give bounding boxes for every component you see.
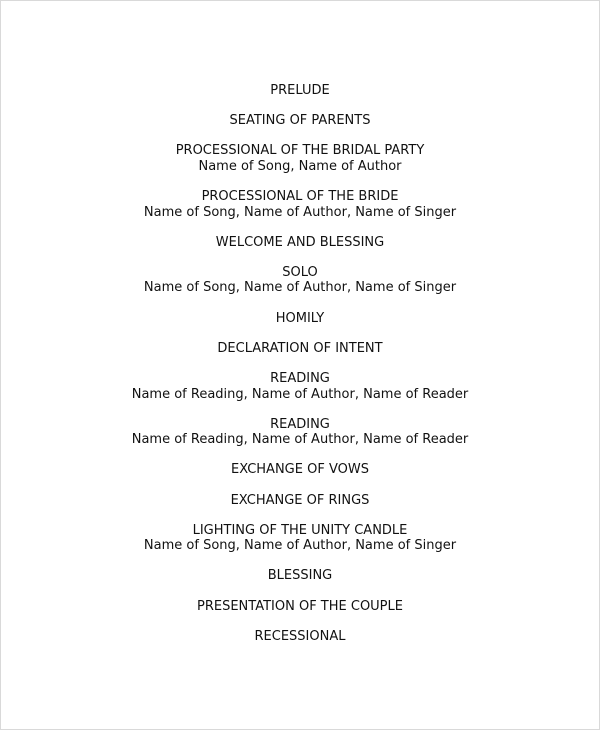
program-item-detail: Name of Reading, Name of Author, Name of Reader (131, 432, 469, 448)
program-item-title: PRESENTATION OF THE COUPLE (197, 598, 403, 614)
program-item-detail: Name of Song, Name of Author (198, 158, 402, 174)
program-item-detail: Name of Reading, Name of Author, Name of Reader (131, 386, 469, 402)
program-item-welcome-and-blessing (1, 235, 599, 251)
program-item-processional-bride (1, 189, 599, 220)
program-item-title: EXCHANGE OF VOWS (231, 462, 369, 478)
program-item-solo (1, 265, 599, 296)
program-item-title: PROCESSIONAL OF THE BRIDAL PARTY (175, 143, 425, 159)
program-item-reading-2 (1, 417, 599, 448)
program-item-title: BLESSING (267, 568, 333, 584)
program-item-detail: Name of Song, Name of Author, Name of Singer (143, 538, 457, 554)
program-item-recessional (1, 629, 599, 645)
program-item-homily (1, 311, 599, 327)
program-item-title: READING (270, 371, 330, 386)
program-item-title: HOMILY (275, 310, 325, 326)
ceremony-program (1, 83, 599, 659)
program-item-declaration-of-intent (1, 341, 599, 357)
program-item-title: EXCHANGE OF RINGS (230, 492, 370, 508)
program-item-title: DECLARATION OF INTENT (217, 340, 383, 356)
program-item-title: PROCESSIONAL OF THE BRIDE (201, 189, 399, 205)
program-item-processional-bridal-party (1, 143, 599, 174)
program-item-seating-of-parents (1, 113, 599, 129)
program-item-reading-1 (1, 371, 599, 402)
program-item-title: READING (270, 416, 330, 432)
program-item-title: SOLO (282, 264, 318, 280)
program-item-title: RECESSIONAL (254, 628, 346, 644)
program-item-blessing (1, 568, 599, 584)
program-item-detail: Name of Song, Name of Author, Name of Singer (143, 280, 457, 296)
program-item-exchange-of-rings (1, 493, 599, 509)
program-item-detail: Name of Song, Name of Author, Name of Singer (143, 204, 457, 220)
program-item-title: LIGHTING OF THE UNITY CANDLE (192, 522, 408, 538)
program-item-title: SEATING OF PARENTS (229, 113, 371, 129)
program-item-presentation-of-couple (1, 599, 599, 615)
program-item-title: PRELUDE (270, 83, 330, 98)
program-item-exchange-of-vows (1, 462, 599, 478)
program-item-title: WELCOME AND BLESSING (215, 234, 385, 250)
program-item-unity-candle (1, 523, 599, 554)
program-item-prelude (1, 83, 599, 99)
